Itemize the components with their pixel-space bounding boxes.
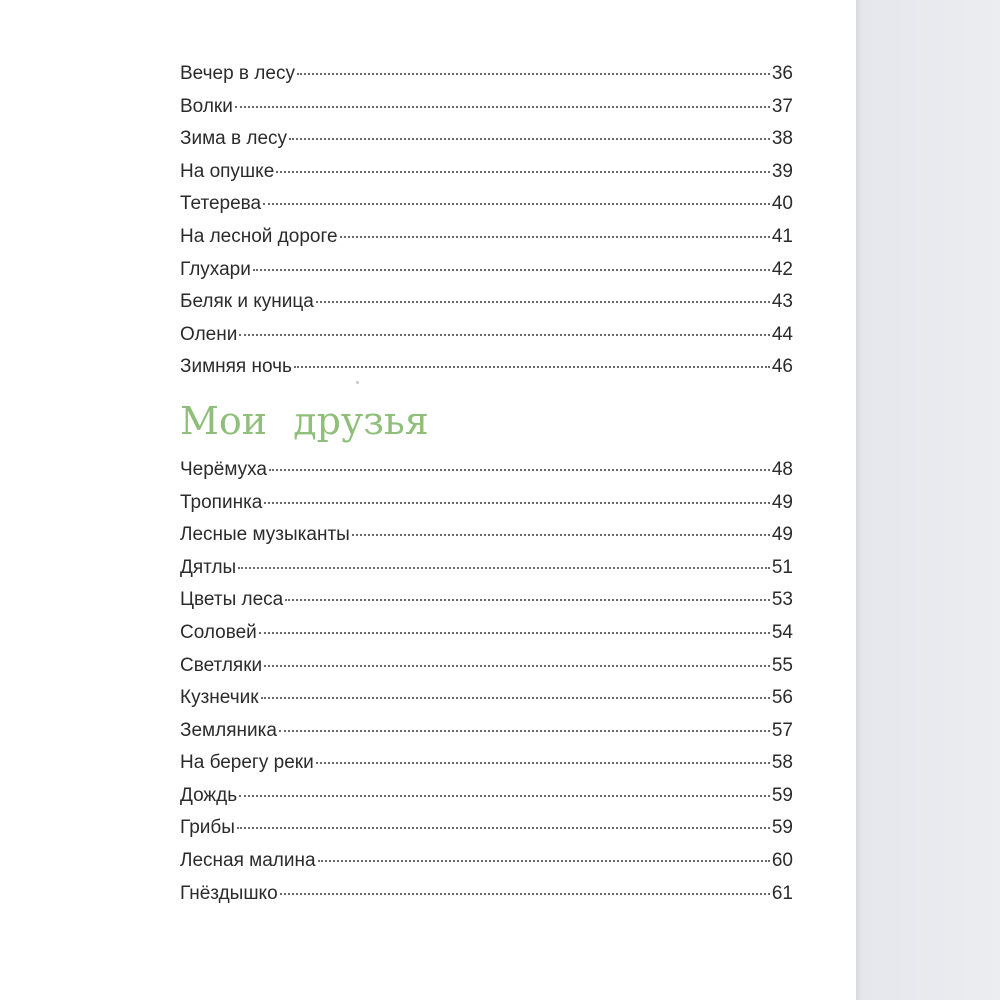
- toc-entry-page-number: 49: [771, 524, 793, 546]
- toc-entry-title: Глухари: [180, 258, 251, 280]
- toc-entry: [180, 650, 793, 683]
- toc-entry: [180, 682, 793, 715]
- toc-entry-page-number: 46: [771, 356, 793, 378]
- dot-leader: [264, 502, 769, 504]
- toc-entry-page-number: 59: [771, 817, 793, 839]
- toc-entry: [180, 519, 793, 552]
- dot-leader: [352, 534, 770, 536]
- dot-leader: [263, 203, 770, 205]
- toc-entry-title: Черёмуха: [180, 458, 267, 480]
- dot-leader: [261, 697, 770, 699]
- toc-entry-title: На лесной дороге: [180, 225, 338, 247]
- toc-entry-title: Цветы леса: [180, 589, 284, 611]
- toc-entry-page-number: 51: [771, 556, 793, 578]
- toc-entry-page-number: 57: [771, 719, 793, 741]
- page-edge-shadow: [856, 0, 1000, 1000]
- dot-leader: [297, 73, 770, 75]
- toc-entry-page-number: 36: [771, 63, 793, 84]
- toc-entry-title: Дождь: [180, 784, 238, 806]
- toc-entry-title: Зимняя ночь: [180, 356, 292, 378]
- toc-entry-page-number: 40: [771, 193, 793, 215]
- toc-entry: [180, 487, 793, 520]
- dot-leader: [237, 827, 770, 829]
- dot-leader: [318, 860, 770, 862]
- paper-speck: [356, 381, 359, 384]
- toc-entry-page-number: 58: [771, 752, 793, 774]
- toc-entry-title: Соловей: [180, 621, 257, 643]
- toc-entry-title: Лесные музыканты: [180, 524, 350, 546]
- toc-entry: [180, 747, 793, 780]
- toc-entry-page-number: 55: [771, 654, 793, 676]
- toc-entry-page-number: 37: [771, 95, 793, 117]
- toc-entry-title: Олени: [180, 323, 238, 345]
- toc-entry-page-number: 38: [771, 128, 793, 150]
- dot-leader: [238, 567, 770, 569]
- toc-entry: [180, 286, 793, 319]
- toc-entry: [180, 780, 793, 813]
- toc-entry-title: Тетерева: [180, 193, 262, 215]
- dot-leader: [253, 269, 770, 271]
- toc-group-my-friends: [180, 454, 793, 910]
- toc-entry-page-number: 54: [771, 621, 793, 643]
- dot-leader: [316, 762, 770, 764]
- toc-entry-title: Волки: [180, 95, 233, 117]
- toc-entry: [180, 123, 793, 156]
- toc-entry: [180, 58, 793, 91]
- dot-leader: [285, 599, 770, 601]
- toc-entry: [180, 351, 793, 384]
- toc-entry-title: Дятлы: [180, 556, 237, 578]
- dot-leader: [259, 632, 770, 634]
- toc-entry-title: Светляки: [180, 654, 263, 676]
- toc-entry: [180, 319, 793, 352]
- toc-entry-title: Тропинка: [180, 491, 263, 513]
- toc-entry-page-number: 41: [771, 225, 793, 247]
- dot-leader: [276, 171, 770, 173]
- toc-entry-page-number: 43: [771, 291, 793, 313]
- dot-leader: [316, 301, 770, 303]
- toc-entry-page-number: 42: [771, 258, 793, 280]
- toc-entry: [180, 617, 793, 650]
- toc-entry-page-number: 49: [771, 491, 793, 513]
- toc-entry-page-number: 56: [771, 687, 793, 709]
- dot-leader: [279, 730, 770, 732]
- toc-entry: [180, 91, 793, 124]
- toc-entry: [180, 454, 793, 487]
- toc-entry: [180, 715, 793, 748]
- toc-entry-title: Лесная малина: [180, 850, 316, 872]
- toc-entry: [180, 188, 793, 221]
- toc-entry-page-number: 48: [771, 458, 793, 480]
- toc-group-winter: [180, 58, 793, 384]
- toc-entry-page-number: 59: [771, 784, 793, 806]
- toc-entry-page-number: 53: [771, 589, 793, 611]
- dot-leader: [264, 665, 770, 667]
- toc-entry-title: Грибы: [180, 817, 235, 839]
- toc-entry-title: Вечер в лесу: [180, 63, 295, 84]
- dot-leader: [239, 334, 770, 336]
- toc-entry: [180, 845, 793, 878]
- toc-entry-title: Гнёздышко: [180, 882, 278, 904]
- toc-entry-title: Беляк и куница: [180, 291, 314, 313]
- dot-leader: [289, 138, 770, 140]
- toc-entry-title: На опушке: [180, 160, 275, 182]
- toc-entry: [180, 552, 793, 585]
- dot-leader: [269, 469, 770, 471]
- toc-entry: [180, 221, 793, 254]
- toc-entry-title: На берегу реки: [180, 752, 314, 774]
- toc-entry-page-number: 44: [771, 323, 793, 345]
- toc-entry-page-number: 39: [771, 160, 793, 182]
- toc-entry: [180, 812, 793, 845]
- toc-entry: [180, 156, 793, 189]
- toc-entry-page-number: 61: [771, 882, 793, 904]
- toc-entry-title: Земляника: [180, 719, 277, 741]
- toc-entry: [180, 878, 793, 911]
- dot-leader: [294, 366, 770, 368]
- table-of-contents: [180, 58, 793, 910]
- toc-entry-title: Кузнечик: [180, 687, 259, 709]
- toc-entry-page-number: 60: [771, 850, 793, 872]
- toc-entry-title: Зима в лесу: [180, 128, 288, 150]
- dot-leader: [239, 795, 770, 797]
- dot-leader: [340, 236, 770, 238]
- section-heading: Мои друзья: [180, 398, 429, 443]
- dot-leader: [235, 106, 770, 108]
- dot-leader: [280, 893, 770, 895]
- toc-entry: [180, 254, 793, 287]
- toc-entry: [180, 584, 793, 617]
